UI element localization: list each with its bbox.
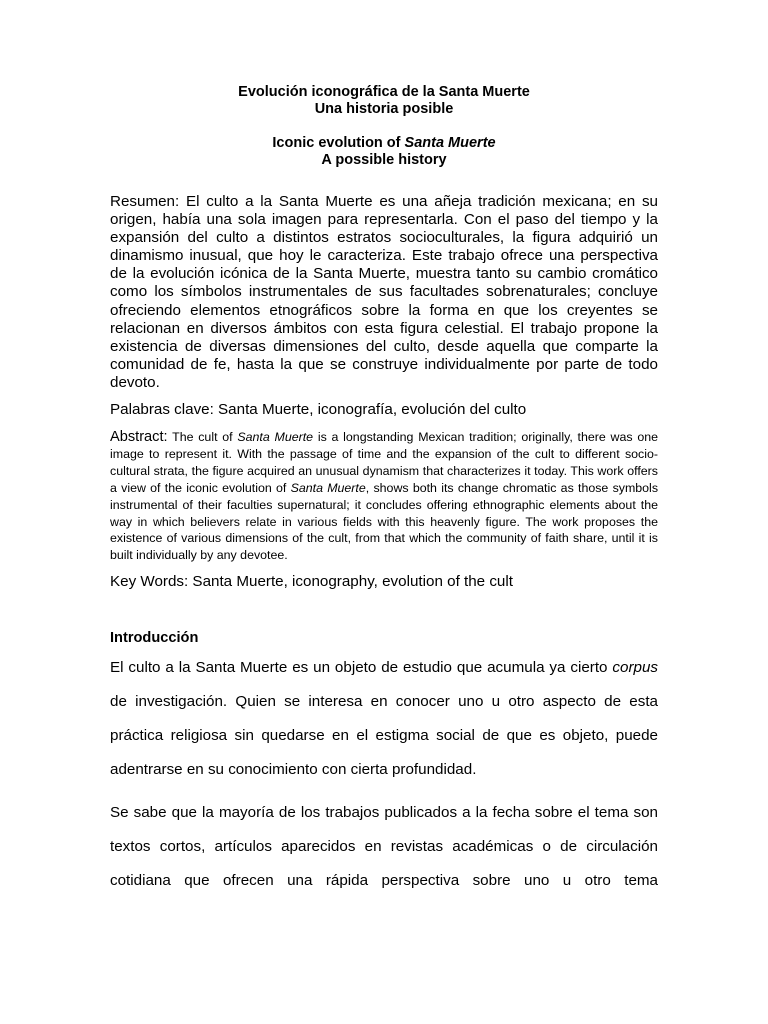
intro-p2-text: Se sabe que la mayoría de los trabajos publicados a la fecha sobre el tema son textos cortos, artículos aparecidos en revistas académicas o de circulación cotidiana que ofrecen una rápida perspectiva sobre uno u otro tema — [110, 804, 658, 890]
resumen-paragraph: Resumen: El culto a la Santa Muerte es una añeja tradición mexicana; en su origen, había una sola imagen para representarla. Con el paso del tiempo y la expansión del culto a distintos estratos socioculturales, la figura adquirió un dinamismo inusual, que hoy le caracteriza. Este trabajo ofrece una perspectiva de la evolución icónica de la Santa Muerte, muestra tanto su cambio cromático como los símbolos instrumentales de sus facultades sobrenaturales; concluye ofreciendo elementos etnográficos sobre la forma en que los creyentes se relacionan en diversos ámbitos con esta figura celestial. El trabajo propone la existencia de diversas dimensiones del culto, desde aquella que comparte la comunidad de fe, hasta la que se construye individualmente por parte de todo devoto. — [110, 193, 658, 391]
abstract-text-1: The cult of — [167, 430, 238, 445]
abstract-text-3: , shows both its change chromatic as those symbols instrumental of their faculties supernatural; it concludes offering ethnographic elements about the way in which believers relate in various fields with this heavenly figure. The work proposes the existence of various dimensions of the cult, from that which the community of faith share, until it is built individually by any devotee. — [110, 480, 659, 563]
intro-paragraph-2 — [110, 796, 658, 897]
spanish-subtitle: Una historia posible — [314, 101, 454, 117]
abstract-italic-2: Santa Muerte — [290, 480, 366, 495]
intro-p1-text-2: de investigación. Quien se interesa en conocer uno u otro aspecto de esta práctica religiosa sin quedarse en el estigma social de que es objeto, puede adentrarse en su conocimiento con cierta profundidad. — [110, 693, 658, 778]
abstract-text-2: is a longstanding Mexican tradition; originally, there was one image to represent it. With the passage of time and the expansion of the cult to different socio-cultural strata, the figure acquired an unusual dynamism that characterizes it today. This work offers a view of the iconic evolution of — [110, 430, 658, 495]
spanish-title: Evolución iconográfica de la Santa Muerte — [238, 84, 530, 100]
abstract-lead: Abstract: — [110, 429, 168, 446]
intro-paragraph-1 — [110, 651, 658, 786]
intro-p1-italic: corpus — [612, 659, 658, 677]
english-subtitle: A possible history — [321, 152, 447, 168]
english-title-italic: Santa Muerte — [404, 135, 496, 151]
key-words: Key Words: Santa Muerte, iconography, evolution of the cult — [110, 573, 513, 591]
document-body — [110, 84, 658, 898]
intro-p1-text-1: El culto a la Santa Muerte es un objeto de estudio que acumula ya cierto — [110, 659, 613, 677]
abstract-italic-1: Santa Muerte — [237, 430, 314, 445]
english-title-block — [110, 135, 658, 169]
palabras-clave: Palabras clave: Santa Muerte, iconografía, evolución del culto — [110, 401, 527, 419]
english-title — [110, 135, 658, 152]
english-title-prefix: Iconic evolution of — [272, 135, 405, 151]
spanish-title-block — [110, 84, 658, 118]
intro-heading: Introducción — [110, 630, 199, 647]
abstract-paragraph — [110, 429, 658, 564]
